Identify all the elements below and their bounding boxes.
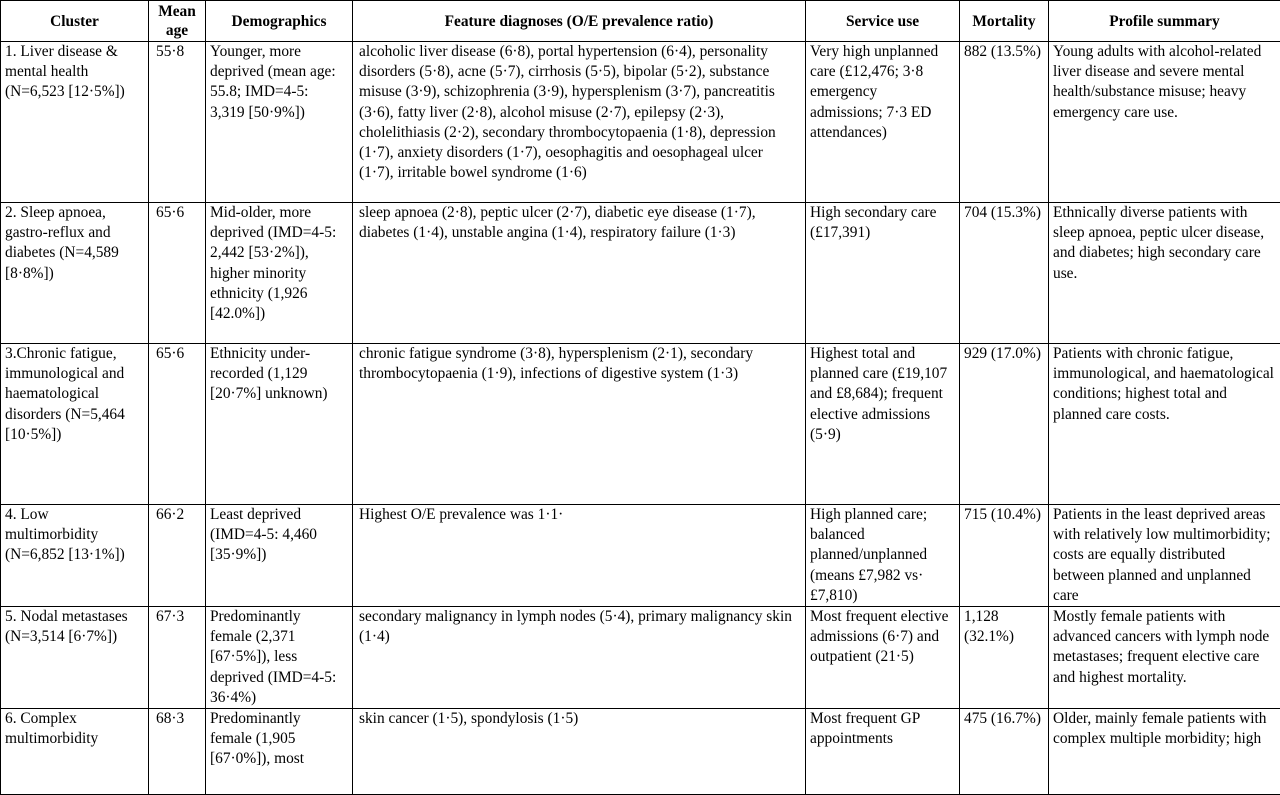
cluster-cell: 4. Low multimorbidity (N=6,852 [13·1%])	[1, 505, 149, 607]
table-header-row	[1, 1, 1280, 42]
table-row	[1, 203, 1280, 344]
demographics-cell: Predominantly female (1,905 [67·0%]), most	[206, 709, 353, 795]
cluster-cell: 5. Nodal metastases (N=3,514 [6·7%])	[1, 607, 149, 709]
demographics-cell: Least deprived (IMD=4-5: 4,460 [35·9%])	[206, 505, 353, 607]
service-use-cell: Most frequent GP appointments	[806, 709, 960, 795]
mean-age-cell: 68·3	[149, 709, 206, 795]
table-row	[1, 709, 1280, 795]
table-row	[1, 42, 1280, 203]
header-feature-diagnoses: Feature diagnoses (O/E prevalence ratio)	[353, 1, 806, 42]
cluster-cell: 3.Chronic fatigue, immunological and haematological disorders (N=5,464 [10·5%])	[1, 344, 149, 505]
mortality-cell: 704 (15.3%)	[960, 203, 1049, 344]
profile-summary-cell: Ethnically diverse patients with sleep apnoea, peptic ulcer disease, and diabetes; high secondary care use.	[1049, 203, 1280, 344]
profile-summary-cell: Young adults with alcohol-related liver disease and severe mental health/substance misuse; heavy emergency care use.	[1049, 42, 1280, 203]
service-use-cell: Highest total and planned care (£19,107 and £8,684); frequent elective admissions (5·9)	[806, 344, 960, 505]
demographics-cell: Predominantly female (2,371 [67·5%]), less deprived (IMD=4-5: 36·4%)	[206, 607, 353, 709]
table-row	[1, 607, 1280, 709]
feature-diagnoses-cell: skin cancer (1·5), spondylosis (1·5)	[353, 709, 806, 795]
feature-diagnoses-cell: alcoholic liver disease (6·8), portal hypertension (6·4), personality disorders (5·8), acne (5·7), cirrhosis (5·5), bipolar (5·2), substance misuse (3·9), schizophrenia (3·9), hypersplenism (3·7), pancreatitis (3·6), fatty liver (2·8), alcohol misuse (2·7), epilepsy (2·3), cholelithiasis (2·2), secondary thrombocytopaenia (1·8), depression (1·7), anxiety disorders (1·7), oesophagitis and oesophageal ulcer (1·7), irritable bowel syndrome (1·6)	[353, 42, 806, 203]
header-mean-age: Mean age	[149, 1, 206, 42]
feature-diagnoses-cell: Highest O/E prevalence was 1·1·	[353, 505, 806, 607]
mortality-cell: 882 (13.5%)	[960, 42, 1049, 203]
demographics-cell: Mid-older, more deprived (IMD=4-5: 2,442 [53·2%]), higher minority ethnicity (1,926 [42.0%])	[206, 203, 353, 344]
header-service-use: Service use	[806, 1, 960, 42]
mean-age-cell: 65·6	[149, 203, 206, 344]
profile-summary-cell: Patients with chronic fatigue, immunological, and haematological conditions; highest total and planned care costs.	[1049, 344, 1280, 505]
mean-age-cell: 65·6	[149, 344, 206, 505]
header-profile-summary: Profile summary	[1049, 1, 1280, 42]
service-use-cell: High secondary care (£17,391)	[806, 203, 960, 344]
feature-diagnoses-cell: secondary malignancy in lymph nodes (5·4), primary malignancy skin (1·4)	[353, 607, 806, 709]
profile-summary-cell: Older, mainly female patients with complex multiple morbidity; high	[1049, 709, 1280, 795]
feature-diagnoses-cell: sleep apnoea (2·8), peptic ulcer (2·7), diabetic eye disease (1·7), diabetes (1·4), unstable angina (1·4), respiratory failure (1·3)	[353, 203, 806, 344]
feature-diagnoses-cell: chronic fatigue syndrome (3·8), hypersplenism (2·1), secondary thrombocytopaenia (1·9), infections of digestive system (1·3)	[353, 344, 806, 505]
service-use-cell: Very high unplanned care (£12,476; 3·8 emergency admissions; 7·3 ED attendances)	[806, 42, 960, 203]
demographics-cell: Younger, more deprived (mean age: 55.8; IMD=4-5: 3,319 [50·9%])	[206, 42, 353, 203]
demographics-cell: Ethnicity under-recorded (1,129 [20·7%] unknown)	[206, 344, 353, 505]
mean-age-cell: 55·8	[149, 42, 206, 203]
mortality-cell: 929 (17.0%)	[960, 344, 1049, 505]
table-row	[1, 344, 1280, 505]
profile-summary-cell: Patients in the least deprived areas with relatively low multimorbidity; costs are equally distributed between planned and unplanned care	[1049, 505, 1280, 607]
cluster-cell: 6. Complex multimorbidity	[1, 709, 149, 795]
header-demographics: Demographics	[206, 1, 353, 42]
header-mortality: Mortality	[960, 1, 1049, 42]
cluster-cell: 1. Liver disease & mental health (N=6,523 [12·5%])	[1, 42, 149, 203]
mortality-cell: 1,128 (32.1%)	[960, 607, 1049, 709]
service-use-cell: High planned care; balanced planned/unplanned (means £7,982 vs· £7,810)	[806, 505, 960, 607]
mortality-cell: 715 (10.4%)	[960, 505, 1049, 607]
mean-age-cell: 67·3	[149, 607, 206, 709]
profile-summary-cell: Mostly female patients with advanced cancers with lymph node metastases; frequent elective care and highest mortality.	[1049, 607, 1280, 709]
service-use-cell: Most frequent elective admissions (6·7) and outpatient (21·5)	[806, 607, 960, 709]
cluster-cell: 2. Sleep apnoea, gastro-reflux and diabetes (N=4,589 [8·8%])	[1, 203, 149, 344]
header-cluster: Cluster	[1, 1, 149, 42]
mortality-cell: 475 (16.7%)	[960, 709, 1049, 795]
mean-age-cell: 66·2	[149, 505, 206, 607]
table-row	[1, 505, 1280, 607]
